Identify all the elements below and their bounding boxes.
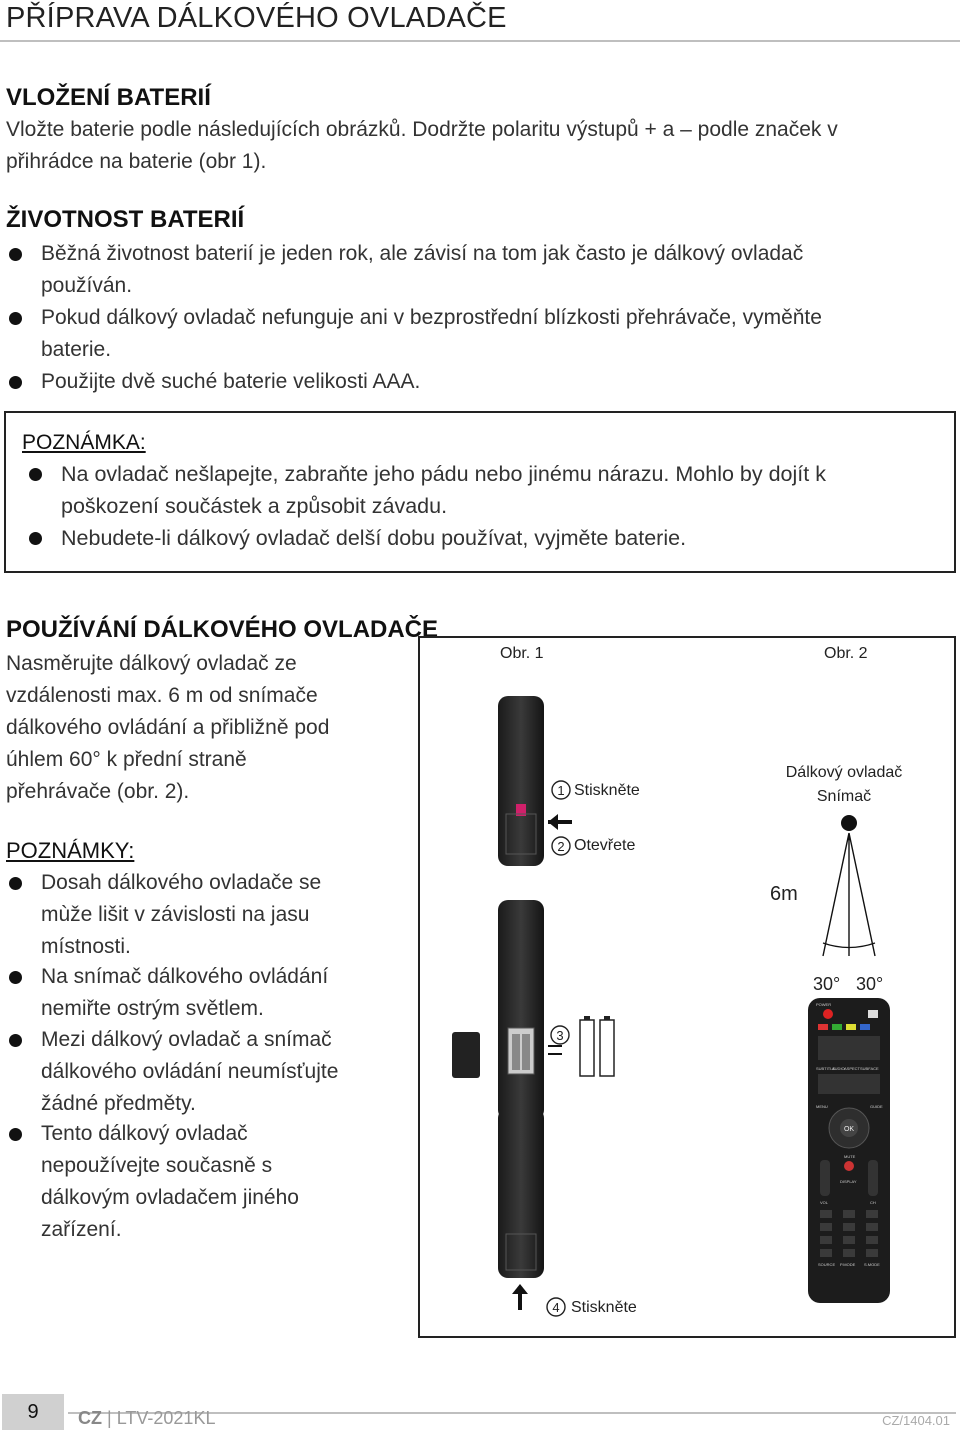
svg-text:2: 2 [557, 839, 565, 854]
svg-text:MENU: MENU [816, 1104, 828, 1109]
mute-button-icon [844, 1161, 854, 1171]
battery-life-item-3 [41, 366, 420, 398]
svg-text:4: 4 [552, 1300, 560, 1315]
usage-heading: POUŽÍVÁNÍ DÁLKOVÉHO OVLADAČE [6, 616, 439, 643]
note-heading: POZNÁMKA: [22, 431, 146, 454]
svg-text:CH: CH [870, 1200, 876, 1205]
footer-code: CZ/1404.01 [882, 1413, 950, 1428]
usage-line: úhlem 60° k přední straně [6, 748, 247, 771]
notes-item-3 [41, 1024, 338, 1120]
page-title: PŘÍPRAVA DÁLKOVÉHO OVLADAČE [6, 2, 507, 34]
notes-item-3-line: dálkového ovládání neumísťujte [41, 1060, 339, 1083]
note-item-1 [61, 458, 826, 522]
svg-text:SOURCE: SOURCE [818, 1262, 836, 1267]
batteries-heading: VLOŽENÍ BATERIÍ [6, 84, 211, 111]
fig2-caption-remote: Dálkový ovladač [785, 764, 903, 781]
usage-text [6, 648, 329, 808]
notes-item-1 [41, 867, 321, 963]
notes-item-3-line: žádné předměty. [41, 1092, 196, 1115]
svg-text:S.MODE: S.MODE [864, 1262, 880, 1267]
fig1-label: Obr. 1 [500, 645, 544, 662]
sensor-icon [841, 815, 857, 831]
battery-life-item-2-line1: Pokud dálkový ovladač nefunguje ani v bezprostřední blízkosti přehrávače, vyměňte [41, 306, 822, 329]
usage-line: přehrávače (obr. 2). [6, 780, 190, 803]
footer-sep: | [107, 1408, 112, 1428]
remote-front [808, 998, 890, 1303]
footer-lang: CZ [78, 1408, 102, 1428]
usage-line: Nasměrujte dálkový ovladač ze [6, 652, 297, 675]
svg-text:1: 1 [557, 783, 565, 798]
battery-cover-icon [452, 1032, 480, 1078]
footer-model-name: LTV-2021KL [116, 1408, 216, 1428]
distance-label: 6m [770, 883, 798, 905]
remote-illustration [420, 638, 954, 1336]
angle-right-label: 30° [856, 974, 884, 994]
step4-label: Stiskněte [571, 1299, 637, 1316]
aaa-batteries-icon [580, 1016, 614, 1076]
remote-back-top [498, 696, 544, 866]
notes-item-2-line: Na snímač dálkového ovládání [41, 965, 329, 988]
svg-text:P.MODE: P.MODE [840, 1262, 856, 1267]
step1-label: Stiskněte [574, 782, 640, 799]
svg-text:OK: OK [843, 1126, 855, 1133]
angle-lines [823, 833, 875, 956]
notes-item-4-line: zařízení. [41, 1218, 122, 1241]
title-divider [0, 40, 960, 42]
notes-item-4-line: Tento dálkový ovladač [41, 1122, 248, 1145]
svg-text:MUTE: MUTE [844, 1154, 856, 1159]
notes-item-4-line: dálkovým ovladačem jiného [41, 1186, 299, 1209]
batteries-text-line1: Vložte baterie podle následujících obrázků. Dodržte polaritu výstupů + a – podle značek v [6, 118, 838, 141]
notes-item-4 [41, 1118, 299, 1246]
notes-item-1-line: místnosti. [41, 935, 131, 958]
note-item-1-line2: poškození součástek a způsobit závadu. [61, 494, 448, 518]
usage-line: dálkového ovládání a přibližně pod [6, 716, 330, 739]
footer-model [78, 1408, 215, 1429]
notes-heading: POZNÁMKY: [6, 838, 135, 863]
svg-text:VOL: VOL [820, 1200, 829, 1205]
remote-back-open [452, 900, 544, 1120]
power-button-icon [823, 1009, 833, 1019]
battery-life-item-2 [41, 302, 822, 366]
angle-left-label: 30° [813, 974, 841, 994]
note-item-2-line1: Nebudete-li dálkový ovladač delší dobu používat, vyjměte baterie. [61, 526, 687, 550]
notes-item-1-line: mùže lišit v závislosti na jasu [41, 903, 310, 926]
notes-item-3-line: Mezi dálkový ovladač a snímač [41, 1028, 332, 1051]
remote-back-bottom [498, 1108, 544, 1278]
svg-text:DISPLAY: DISPLAY [840, 1179, 857, 1184]
fig2-caption-sensor: Snímač [816, 788, 872, 805]
svg-text:GUIDE: GUIDE [870, 1104, 883, 1109]
step2-label: Otevřete [574, 837, 636, 854]
svg-text:POWER: POWER [816, 1002, 832, 1007]
batteries-text-line2: přihrádce na baterie (obr 1). [6, 150, 267, 173]
battery-life-heading: ŽIVOTNOST BATERIÍ [6, 206, 245, 233]
note-item-2 [61, 522, 686, 554]
usage-line: vzdálenosti max. 6 m od snímače [6, 684, 318, 707]
notes-item-1-line: Dosah dálkového ovladače se [41, 871, 322, 894]
battery-life-item-2-line2: baterie. [41, 338, 112, 361]
svg-text:3: 3 [556, 1028, 564, 1043]
page-number: 9 [2, 1394, 64, 1430]
fig2-label: Obr. 2 [824, 645, 868, 662]
notes-item-2 [41, 961, 328, 1025]
svg-text:AUDIO: AUDIO [832, 1066, 845, 1071]
svg-text:SUBFACE: SUBFACE [860, 1066, 879, 1071]
battery-life-item-3-line1: Použijte dvě suché baterie velikosti AAA. [41, 370, 421, 393]
svg-text:ASPECT: ASPECT [844, 1066, 861, 1071]
notes-item-2-line: nemiřte ostrým světlem. [41, 997, 264, 1020]
battery-life-item-1-line1: Běžná životnost baterií je jeden rok, ale závisí na tom jak často je dálkový ovladač [41, 242, 804, 265]
note-item-1-line1: Na ovladač nešlapejte, zabraňte jeho pádu nebo jinému nárazu. Mohlo by dojít k [61, 462, 826, 486]
battery-life-item-1-line2: používán. [41, 274, 133, 297]
notes-item-4-line: nepoužívejte současně s [41, 1154, 273, 1177]
svg-text:SUBTITLE: SUBTITLE [816, 1066, 836, 1071]
battery-life-item-1 [41, 238, 803, 302]
